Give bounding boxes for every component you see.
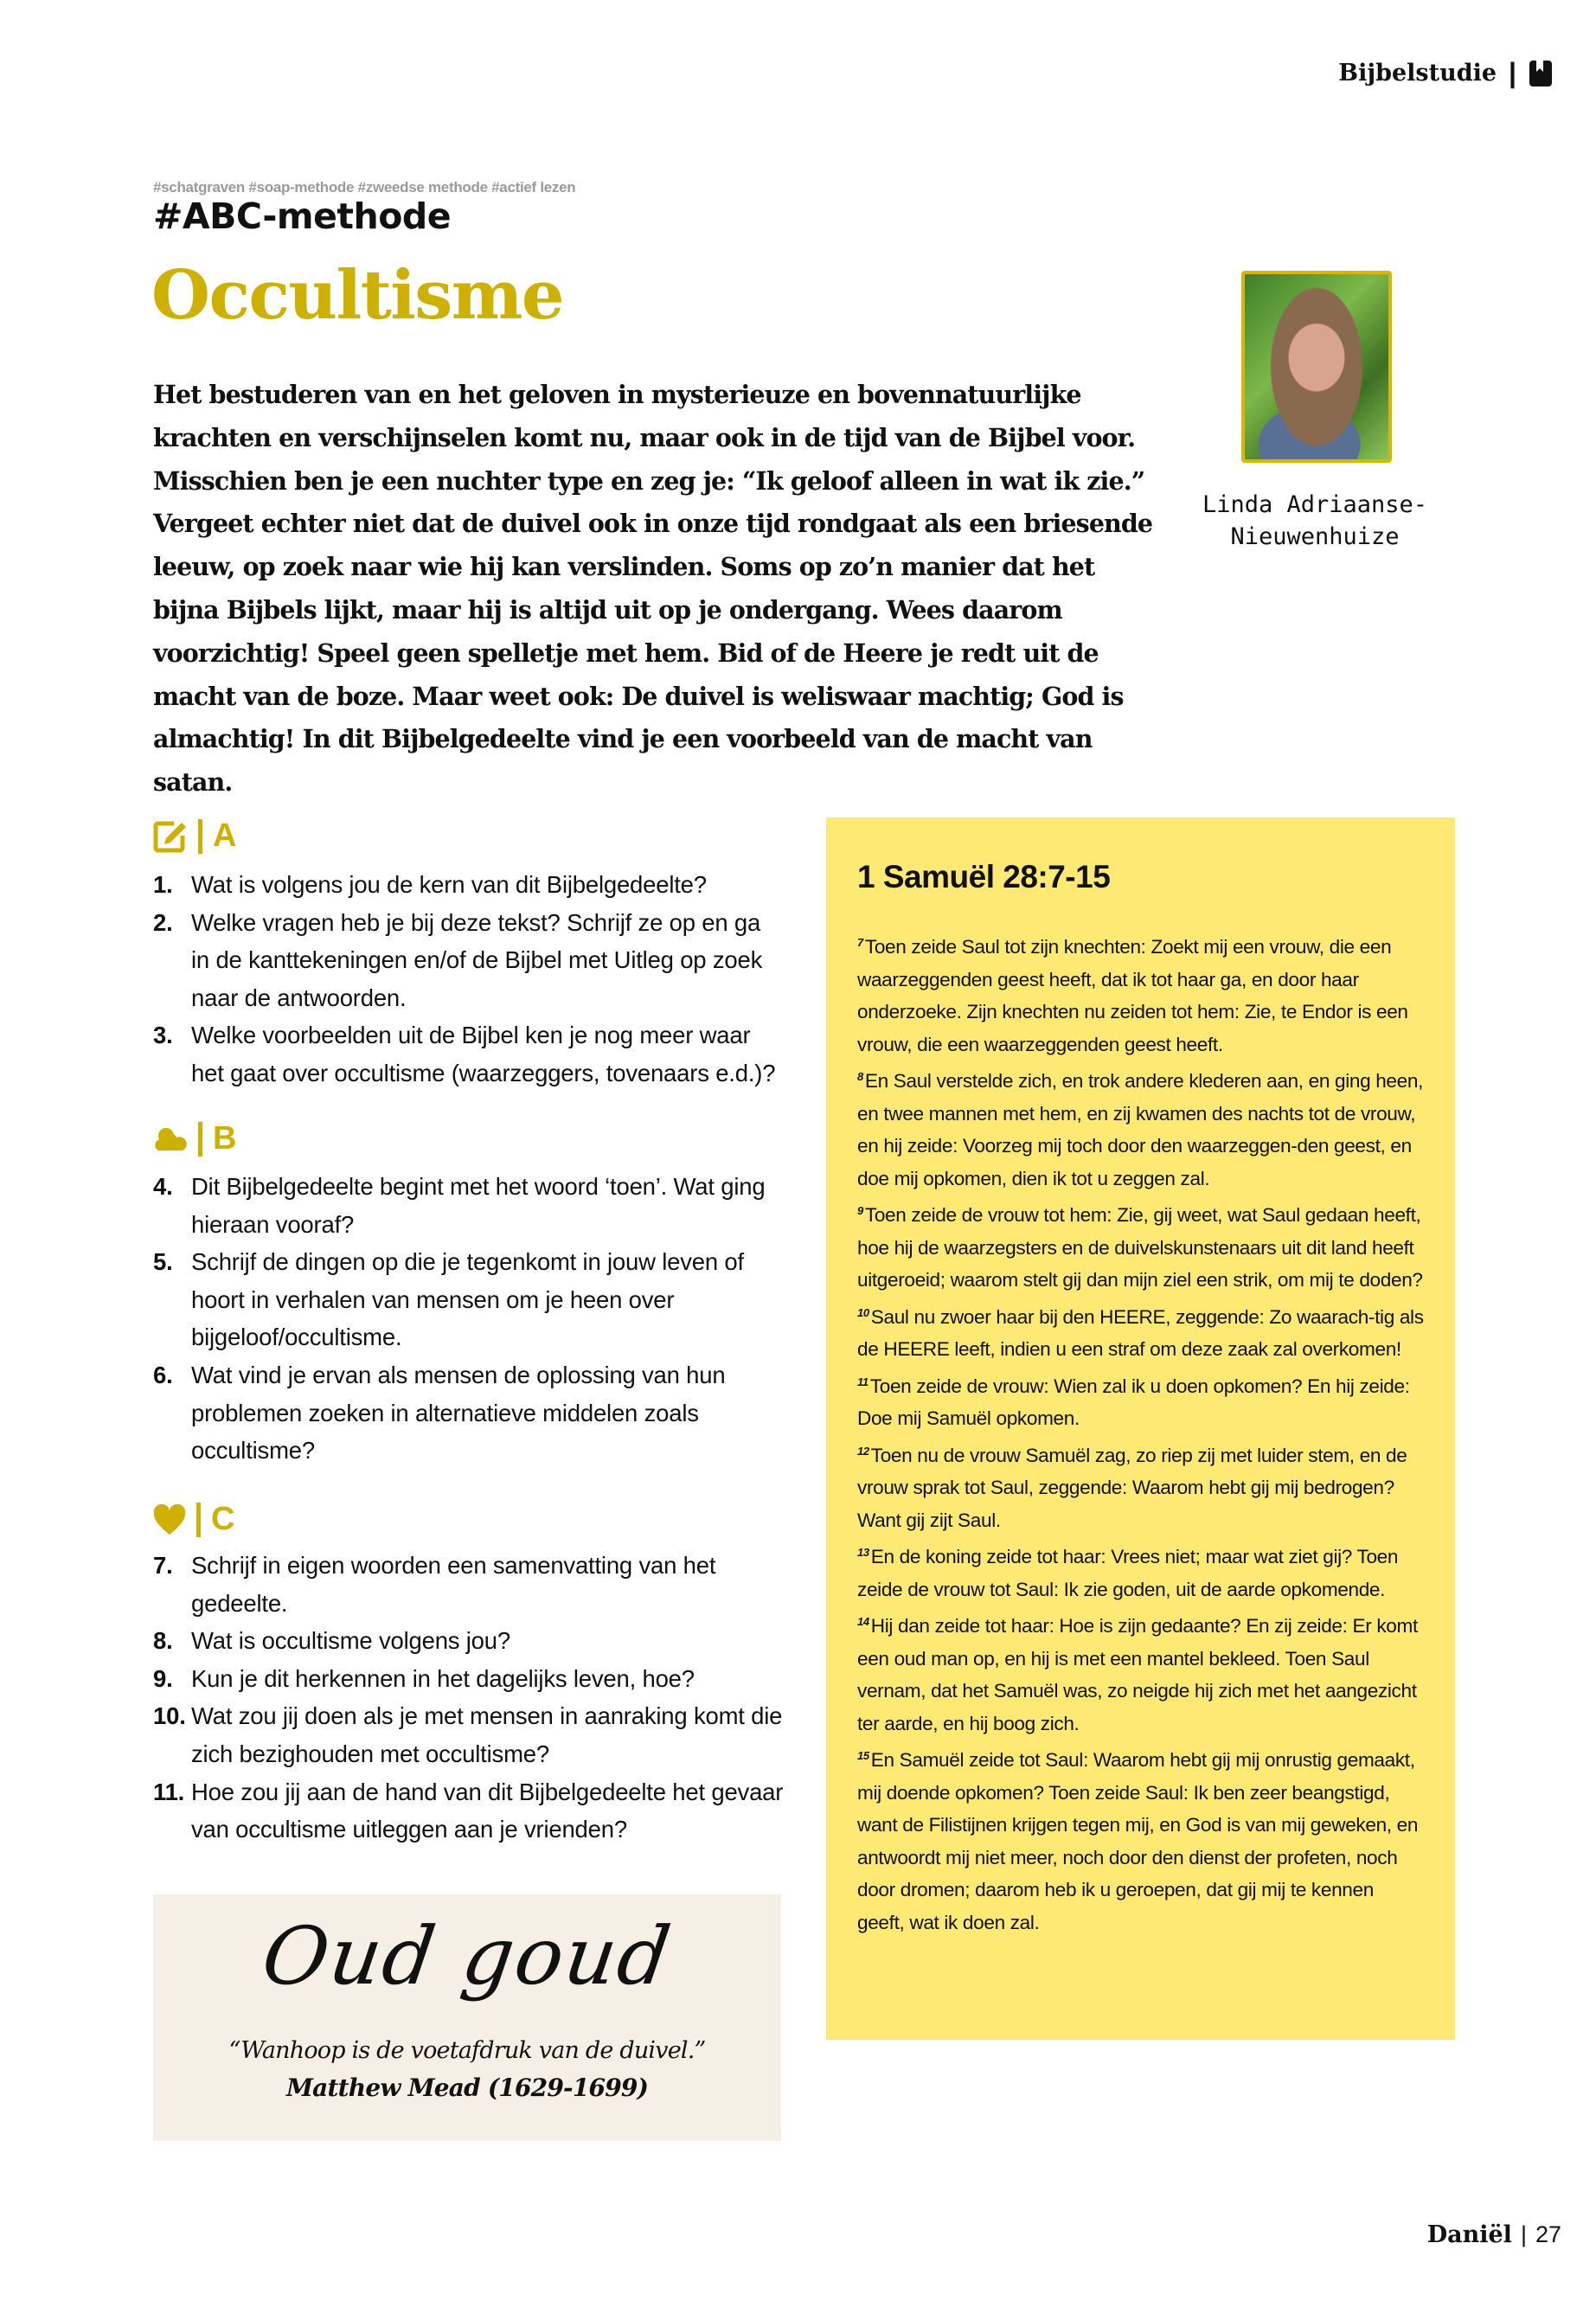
question-text: Wat vind je ervan als mensen de oplossing van hun problemen zoeken in alternatieve middelen zoals occultisme? [191,1361,726,1465]
author-name-line2: Nieuwenhuize [1230,523,1400,550]
cloud-sun-icon [153,1126,188,1152]
question-number: 5. [153,1248,173,1276]
verse-number: 15 [857,1749,869,1762]
section-letter: A [213,817,237,854]
verse-number: 9 [857,1204,863,1217]
section-header [1338,57,1553,89]
question-item [153,1168,785,1243]
question-text: Welke voorbeelden uit de Bijbel ken je nog meer waar het gaat over occultisme (waarzeggers, tovenaars e.d.)? [191,1022,776,1086]
author-name-line1: Linda Adriaanse- [1202,491,1428,518]
section-label: Bijbelstudie [1338,60,1497,87]
question-text: Dit Bijbelgedeelte begint met het woord ‘toen’. Wat ging hieraan vooraf? [191,1173,766,1238]
verse [857,926,1424,1061]
magazine-name: Daniël [1426,2221,1512,2248]
question-item [153,1016,785,1092]
verse-number: 11 [857,1375,869,1388]
question-list-c [153,1547,785,1849]
verse [857,1195,1424,1297]
bible-verses [857,926,1424,1939]
section-divider [198,1122,202,1157]
section-a-header [153,817,236,855]
verse-text: Hij dan zeide tot haar: Hoe is zijn gedaante? En zij zeide: Er komt een oud man op, en hij is met een mantel bekleed. Toen Saul vernam, dat het Samuël was, zo neigde hij zich met het aangezicht ter aarde, en hij boog zich. [857,1615,1418,1734]
verse [857,1435,1424,1537]
question-text: Wat is volgens jou de kern van dit Bijbelgedeelte? [191,871,707,898]
edit-pencil-icon [153,820,188,853]
section-b-header [153,1120,236,1157]
verse-number: 12 [857,1444,869,1458]
question-list-a [153,866,785,1093]
quote-heading: Oud goud [256,1910,678,2003]
author-name [1185,489,1445,553]
question-number: 11. [153,1778,185,1805]
question-list-b [153,1168,785,1470]
bible-reference: 1 Samuël 28:7-15 [857,859,1111,894]
verse [857,1606,1424,1740]
question-item [153,1622,785,1660]
page-footer [1427,2221,1561,2248]
question-number: 7. [153,1552,173,1579]
question-number: 3. [153,1022,173,1049]
quote-author: Matthew Mead (1629-1699) [285,2073,649,2102]
quote-text: “Wanhoop is de voetafdruk van de duivel.” [228,2037,706,2064]
verse-number: 8 [857,1070,863,1083]
question-number: 10. [153,1702,186,1730]
verse-number: 14 [857,1615,869,1628]
question-item [153,1773,785,1849]
section-letter: C [211,1501,235,1537]
verse [857,1740,1424,1939]
question-text: Schrijf in eigen woorden een samenvatting van het gedeelte. [191,1552,716,1617]
section-c-header [153,1501,234,1538]
verse-text: En Saul verstelde zich, en trok andere klederen aan, en ging heen, en twee mannen met hem, en zij kwamen des nachts tot de vrouw, en hij zeide: Voorzeg mij toch door den waarzeggen-den geest, en doe mij opkomen, dien ik tot u zeggen zal. [857,1070,1424,1189]
verse-text: En de koning zeide tot haar: Vrees niet; maar wat ziet gij? Toen zeide de vrouw tot Saul: Ik zie goden, uit de aarde opkomende. [857,1546,1399,1600]
question-item [153,1697,785,1772]
question-number: 1. [153,871,173,898]
page-title: Occultisme [151,256,564,335]
verse-number: 10 [857,1305,869,1319]
verse-text: Toen nu de vrouw Samuël zag, zo riep zij met luider stem, en de vrouw sprak tot Saul, zeggende: Waarom hebt gij mij bedrogen? Want gij zijt Saul. [857,1444,1407,1531]
footer-separator: | [1520,2221,1527,2247]
heart-icon [153,1504,186,1535]
verse [857,1536,1424,1606]
author-photo [1241,271,1392,463]
verse-text: Saul nu zwoer haar bij den HEERE, zeggende: Zo waarach-tig als de HEERE leeft, indien u een straf om deze zaak zal overkomen! [857,1305,1424,1360]
verse-text: Toen zeide de vrouw tot hem: Zie, gij weet, wat Saul gedaan heeft, hoe hij de waarzegsters en de duivelskunstenaars uit dit land heeft uitgeroeid; waarom stelt gij dan mijn ziel een strik, om mij te doden? [857,1204,1423,1291]
question-number: 8. [153,1627,173,1655]
bible-passage-box [826,817,1455,2040]
question-item [153,904,785,1017]
question-text: Wat zou jij doen als je met mensen in aanraking komt die zich bezighouden met occultisme? [191,1702,783,1767]
hashtags: #schatgraven #soap-methode #zweedse methode #actief lezen [153,179,576,195]
verse [857,1297,1424,1366]
question-item [153,1660,785,1698]
verse-number: 13 [857,1546,869,1559]
question-number: 9. [153,1664,173,1692]
verse [857,1366,1424,1435]
section-letter: B [213,1120,237,1157]
section-divider [196,1503,201,1537]
question-item [153,1547,785,1622]
question-item [153,1243,785,1356]
page-number: 27 [1535,2221,1561,2247]
verse [857,1061,1424,1195]
verse-text: En Samuël zeide tot Saul: Waarom hebt gij mij onrustig gemaakt, mij doende opkomen? Toen zeide Saul: Ik ben zeer beangstigd, want de Filistijnen krijgen tegen mij, en God is van mij geweken, en antwoordt mij niet meer, noch door den dienst der profeten, noch door dromen; daarom heb ik u geroepen, dat gij mij te kennen geeft, wat ik doen zal. [857,1749,1419,1933]
question-text: Wat is occultisme volgens jou? [191,1627,510,1655]
header-separator: | [1509,57,1516,88]
question-item [153,1356,785,1470]
question-item [153,866,785,904]
verse-number: 7 [857,936,863,949]
verse-text: Toen zeide Saul tot zijn knechten: Zoekt mij een vrouw, die een waarzeggenden geest heeft, dat ik tot haar ga, en door haar onderzoeke. Zijn knechten nu zeiden tot hem: Zie, te Endor is een vrouw, die een waarzeggenden geest heeft. [857,936,1408,1055]
question-text: Welke vragen heb je bij deze tekst? Schrijf ze op en ga in de kanttekeningen en/of de Bijbel met Uitleg op zoek naar de antwoorden. [191,908,763,1011]
section-divider [198,819,202,854]
question-text: Kun je dit herkennen in het dagelijks leven, hoe? [191,1664,695,1692]
verse-text: Toen zeide de vrouw: Wien zal ik u doen opkomen? En hij zeide: Doe mij Samuël opkomen. [857,1375,1410,1429]
question-text: Schrijf de dingen op die je tegenkomt in jouw leven of hoort in verhalen van mensen om je heen over bijgeloof/occultisme. [191,1248,744,1351]
question-number: 6. [153,1361,173,1388]
bookmark-book-icon [1529,60,1553,87]
question-number: 2. [153,908,173,936]
question-number: 4. [153,1173,173,1200]
method-label: #ABC-methode [153,195,452,237]
intro-paragraph: Het bestuderen van en het geloven in mysterieuze en bovennatuurlijke krachten en verschijnselen komt nu, maar ook in de tijd van de Bijbel voor. Misschien ben je een nuchter type en zeg je: “Ik geloof alleen in wat ik zie.” Vergeet echter niet dat de duivel ook in onze tijd rondgaat als een briesende leeuw, op zoek naar wie hij kan verslinden. Soms op zo’n manier dat het bijna Bijbels lijkt, maar hij is altijd uit op je ondergang. Wees daarom voorzichtig! Speel geen spelletje met hem. Bid of de Heere je redt uit de macht van de boze. Maar weet ook: De duivel is weliswaar machtig; God is almachtig! In dit Bijbelgedeelte vind je een voorbeeld van de macht van satan. [153,380,1153,798]
question-text: Hoe zou jij aan de hand van dit Bijbelgedeelte het gevaar van occultisme uitleggen aan je vrienden? [191,1778,784,1843]
quote-box [153,1894,781,2141]
